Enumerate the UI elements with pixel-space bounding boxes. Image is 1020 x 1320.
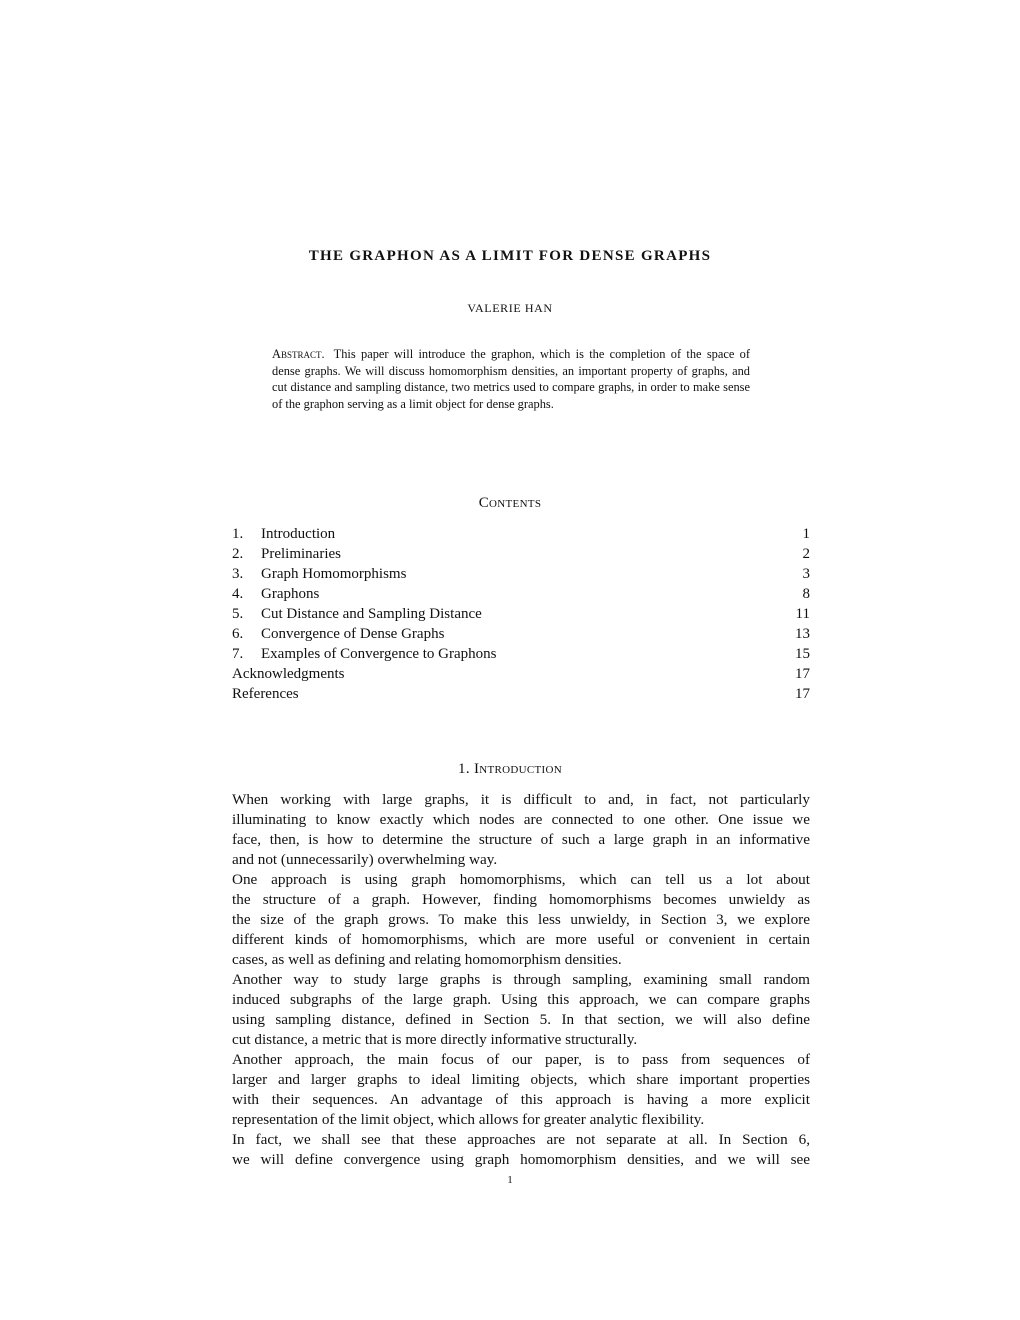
toc-entry-acknowledgments[interactable] [232,664,810,684]
body-line: illuminating to know exactly which nodes are connected to one other. One issue we [232,811,810,828]
body-line: and not (unnecessarily) overwhelming way. [232,851,498,868]
body-line: face, then, is how to determine the structure of such a large graph in an informative [232,831,810,848]
toc-entry-preliminaries[interactable] [232,544,810,564]
body-line: In fact, we shall see that these approaches are not separate at all. In Section 6, [232,1131,810,1148]
toc-entry-label: References [232,686,299,702]
toc-entry-graphons[interactable] [232,584,810,604]
section-heading [0,761,1020,778]
body-line: using sampling distance, defined in Section 5. In that section, we will also define [232,1011,810,1028]
body-line: larger and larger graphs to ideal limiting objects, which share important properties [232,1071,810,1088]
toc-entry-label: Cut Distance and Sampling Distance [261,606,482,622]
toc-entry-page: 17 [795,666,810,682]
toc-entry-page: 2 [802,546,810,562]
toc-entry-references[interactable] [232,684,810,704]
abstract-label: Abstract. [272,347,325,361]
toc-entry-label: Graphons [261,586,320,602]
body-line: induced subgraphs of the large graph. Using this approach, we can compare graphs [232,991,810,1008]
body-line: different kinds of homomorphisms, which are more useful or convenient in certain [232,931,810,948]
section-title: Introduction [473,761,562,777]
toc-entry-number: 6. [232,626,244,642]
toc-entry-examples[interactable] [232,644,810,664]
toc-entry-page: 11 [795,606,810,622]
body-line: Another approach, the main focus of our paper, is to pass from sequences of [232,1051,810,1068]
toc-entry-page: 15 [795,646,810,662]
toc-entry-introduction[interactable] [232,524,810,544]
toc-entry-label: Graph Homomorphisms [261,566,407,582]
toc-entry-page: 13 [795,626,810,642]
toc-entry-number: 1. [232,526,244,542]
toc-entry-label: Preliminaries [261,546,341,562]
body-line: When working with large graphs, it is difficult to and, in fact, not particularly [232,791,810,808]
body-line: cases, as well as defining and relating homomorphism densities. [232,951,622,968]
section-body [232,790,810,1170]
body-line: cut distance, a metric that is more directly informative structurally. [232,1031,638,1048]
body-line: the size of the graph grows. To make this less unwieldy, in Section 3, we explore [232,911,810,928]
toc-entry-label: Examples of Convergence to Graphons [261,646,497,662]
toc-entry-label: Convergence of Dense Graphs [261,626,445,642]
abstract [272,346,750,412]
toc-entry-page: 1 [802,526,810,542]
toc-entry-number: 7. [232,646,244,662]
contents-heading: Contents [478,495,542,511]
toc-entry-page: 17 [795,686,810,702]
page-number: 1 [507,1174,513,1186]
author-name: VALERIE HAN [467,301,553,315]
toc-entry-number: 4. [232,586,244,602]
toc-entry-page: 8 [802,586,810,602]
section-number: 1. [458,761,470,777]
body-line: Another way to study large graphs is through sampling, examining small random [232,971,810,988]
abstract-text: This paper will introduce the graphon, which is the completion of the space of dense graphs. We will discuss homomorphism densities, an important property of graphs, and cut distance and sampling distance, two metrics used to compare graphs, in order to make sense of the graphon serving as a limit object for dense graphs. [272,347,751,411]
body-line: with their sequences. An advantage of this approach is having a more explicit [232,1091,810,1108]
body-line: representation of the limit object, which allows for greater analytic flexibility. [232,1111,705,1128]
toc-entry-label: Acknowledgments [232,666,345,682]
toc-entry-number: 3. [232,566,244,582]
toc-entry-graph-homomorphisms[interactable] [232,564,810,584]
toc-entry-number: 5. [232,606,244,622]
body-line: the structure of a graph. However, finding homomorphisms becomes unwieldy as [232,891,810,908]
toc-entry-page: 3 [802,566,810,582]
toc-entry-label: Introduction [261,526,336,542]
paper-title: THE GRAPHON AS A LIMIT FOR DENSE GRAPHS [308,248,712,264]
table-of-contents [232,524,810,704]
toc-entry-convergence[interactable] [232,624,810,644]
body-line: we will define convergence using graph homomorphism densities, and we will see [232,1151,810,1168]
toc-entry-number: 2. [232,546,244,562]
toc-entry-cut-distance[interactable] [232,604,810,624]
body-line: One approach is using graph homomorphisms, which can tell us a lot about [232,871,810,888]
